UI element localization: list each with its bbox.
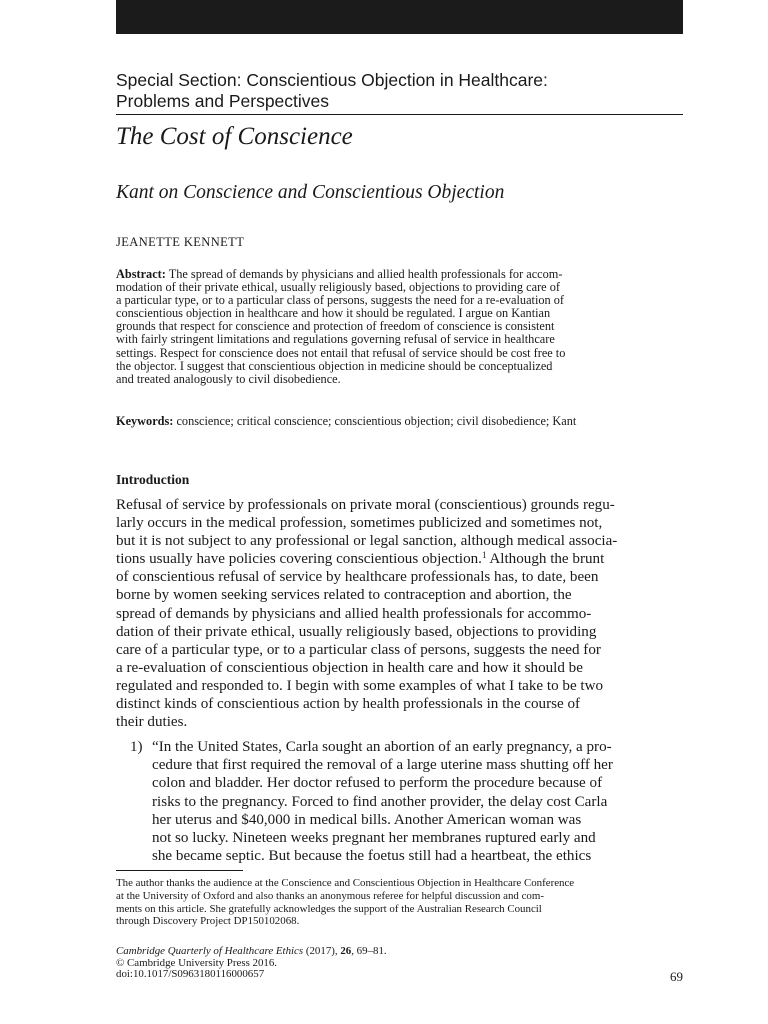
journal-info xyxy=(116,946,683,981)
author-name: JEANETTE KENNETT xyxy=(116,235,245,249)
list-line: risks to the pregnancy. Forced to find another provider, the delay cost Carla xyxy=(152,793,608,810)
journal-volume: 26 xyxy=(340,945,352,957)
top-banner-bar xyxy=(116,0,683,34)
journal-name: Cambridge Quarterly of Healthcare Ethics xyxy=(116,945,304,957)
body-line: Refusal of service by professionals on private moral (conscientious) grounds regu- xyxy=(116,497,615,513)
body-line: spread of demands by physicians and allied health professionals for accommo- xyxy=(116,605,592,622)
body-line-text: tions usually have policies covering conscientious objection. xyxy=(116,551,482,568)
body-line: regulated and responded to. I begin with some examples of what I take to be two xyxy=(116,677,604,694)
abstract-line: with fairly stringent limitations and regulations governing refusal of service in healthcare xyxy=(116,332,555,347)
journal-copyright: © Cambridge University Press 2016. xyxy=(116,956,278,969)
section-header-line-1: Special Section: Conscientious Objection in Healthcare: xyxy=(116,70,548,90)
article-subtitle: Kant on Conscience and Conscientious Objection xyxy=(116,182,505,203)
body-line: of conscientious refusal of service by healthcare professionals has, to date, been xyxy=(116,569,599,586)
abstract-line: and treated analogously to civil disobedience. xyxy=(116,371,341,386)
abstract-line: a particular type, or to a particular class of persons, suggests the need for a re-evaluation of xyxy=(116,293,564,308)
keywords-text: conscience; critical conscience; conscientious objection; civil disobedience; Kant xyxy=(173,414,577,428)
footnote-line: through Discovery Project DP150102068. xyxy=(116,915,300,928)
abstract-text: The spread of demands by physicians and allied health professionals for accom- xyxy=(165,267,563,281)
body-line: but it is not subject to any professional or legal sanction, although medical associa- xyxy=(116,533,618,550)
abstract-line: conscientious objection in healthcare and how it should be regulated. I argue on Kantian xyxy=(116,306,551,321)
footnote-line: ments on this article. She gratefully acknowledges the support of the Australian Research Council xyxy=(116,902,542,915)
list-item xyxy=(152,738,683,865)
list-line: not so lucky. Nineteen weeks pregnant her membranes ruptured early and xyxy=(152,830,596,847)
body-line: borne by women seeking services related to contraception and abortion, the xyxy=(116,587,572,604)
body-line: dation of their private ethical, usually religiously based, objections to providing xyxy=(116,623,597,640)
journal-citation xyxy=(116,946,683,958)
journal-doi: doi:10.1017/S0963180116000657 xyxy=(116,968,265,981)
list-line: her uterus and $40,000 in medical bills. Another American woman was xyxy=(152,811,582,828)
keywords xyxy=(116,414,683,428)
introduction-body xyxy=(116,496,683,731)
list-line: she became septic. But because the foetus still had a heartbeat, the ethics xyxy=(152,848,592,865)
list-line: colon and bladder. Her doctor refused to perform the procedure because of xyxy=(152,775,603,792)
body-line: care of a particular type, or to a particular class of persons, suggests the need for xyxy=(116,641,601,658)
header-rule xyxy=(116,114,683,115)
article-title: The Cost of Conscience xyxy=(116,123,353,150)
body-line: distinct kinds of conscientious action by health professionals in the course of xyxy=(116,696,581,713)
page-number: 69 xyxy=(670,969,683,984)
introduction-heading: Introduction xyxy=(116,472,190,487)
journal-year: (2017), xyxy=(303,945,341,957)
footnote-line: The author thanks the audience at the Conscience and Conscientious Objection in Healthcare Conference xyxy=(116,877,575,889)
abstract-line: grounds that respect for conscience and protection of freedom of conscience is consistent xyxy=(116,319,555,334)
footnote-line: at the University of Oxford and also thanks an anonymous referee for helpful discussion and com- xyxy=(116,889,544,902)
body-line: their duties. xyxy=(116,714,188,731)
body-line: larly occurs in the medical profession, sometimes publicized and sometimes not, xyxy=(116,515,603,532)
footnote-marker: 1 xyxy=(481,550,487,561)
body-line xyxy=(116,550,683,568)
abstract-label: Abstract: xyxy=(116,267,166,281)
section-header xyxy=(116,70,683,112)
footnote xyxy=(116,877,683,928)
section-header-line-2: Problems and Perspectives xyxy=(116,91,330,111)
abstract xyxy=(116,268,683,386)
abstract-line: modation of their private ethical, usually religiously based, objections to providing care of xyxy=(116,280,560,295)
footnote-rule xyxy=(116,870,243,871)
list-line: “In the United States, Carla sought an abortion of an early pregnancy, a pro- xyxy=(152,739,612,755)
list-item-number: 1) xyxy=(130,739,143,755)
abstract-line: the objector. I suggest that conscientious objection in medicine should be conceptualized xyxy=(116,358,553,373)
body-line: a re-evaluation of conscientious objection in health care and how it should be xyxy=(116,659,583,676)
list-line: cedure that first required the removal of a large uterine mass shutting off her xyxy=(152,757,613,774)
body-line-tail: Although the brunt xyxy=(486,551,605,568)
keywords-label: Keywords: xyxy=(116,414,174,428)
abstract-line: settings. Respect for conscience does not entail that refusal of service should be cost free to xyxy=(116,345,566,360)
journal-pages: , 69–81. xyxy=(351,945,387,957)
